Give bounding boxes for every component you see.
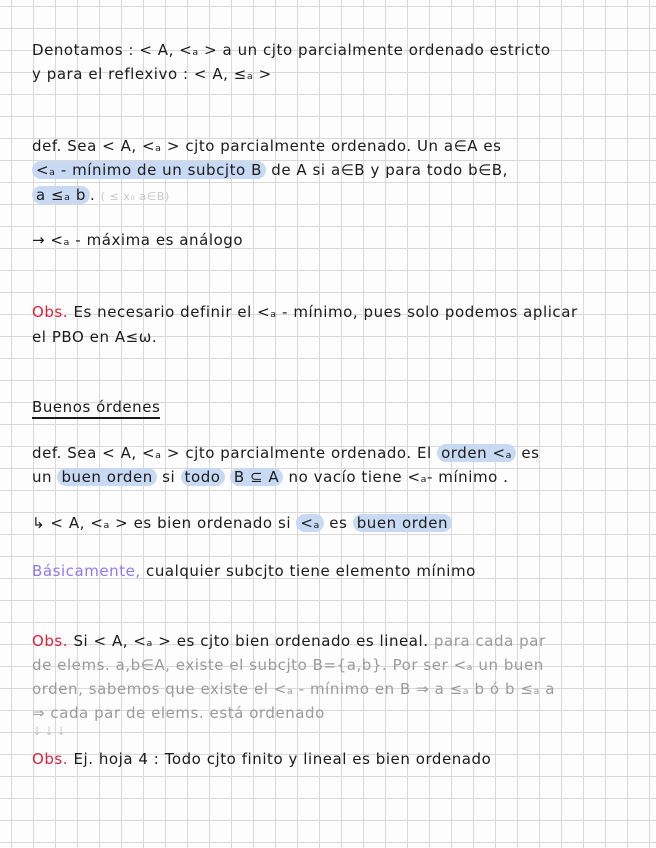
- obs-3-label: Obs.: [32, 750, 69, 768]
- highlight-relation: <ₐ: [296, 514, 324, 532]
- def-minimo-line-2: [32, 160, 508, 180]
- highlight-buen-orden-2: buen orden: [353, 514, 452, 532]
- faint-note: ( ≤ x₀ a∈B): [100, 190, 170, 203]
- highlight-a-leq-b: a ≤ₐ b: [32, 186, 90, 204]
- obs-2-label: Obs.: [32, 632, 69, 650]
- obs-2-gray-text: para cada par: [428, 632, 546, 650]
- def-buen-orden-line-1-b: es: [516, 444, 540, 462]
- obs-3-text: Ej. hoja 4 : Todo cjto finito y lineal es bien ordenado: [68, 750, 492, 768]
- obs-2-text: Si < A, <ₐ > es cjto bien ordenado es lineal.: [68, 632, 429, 650]
- obs-2-line-2: de elems. a,b∈A, existe el subcjto B={a,b}. Por ser <ₐ un buen: [32, 656, 544, 674]
- obs-2-arrows: ↓↓↓: [32, 724, 69, 738]
- denotamos-line-2: y para el reflexivo : < A, ≤ₐ >: [32, 65, 272, 83]
- maxima-analogo-line: → <ₐ - máxima es análogo: [32, 231, 244, 249]
- def-minimo-line-1: def. Sea < A, <ₐ > cjto parcialmente ordenado. Un a∈A es: [32, 137, 502, 155]
- highlight-minimo: <ₐ - mínimo de un subcjto B: [32, 161, 266, 179]
- def-buen-orden-line-2-b: si: [156, 468, 181, 486]
- denotamos-line-1: Denotamos : < A, <ₐ > a un cjto parcialmente ordenado estricto: [32, 41, 551, 59]
- def-buen-orden-line-1: [32, 443, 540, 463]
- basicamente-label: Básicamente,: [32, 562, 141, 580]
- highlight-b-subset-a: B ⊆ A: [230, 468, 283, 486]
- def-buen-orden-line-2: [32, 467, 508, 487]
- basicamente-line: [32, 561, 476, 581]
- highlight-orden: orden <ₐ: [437, 444, 516, 462]
- section-title: Buenos órdenes: [32, 398, 160, 419]
- def-minimo-line-2-rest: de A si a∈B y para todo b∈B,: [265, 161, 508, 179]
- section-heading: [32, 397, 160, 417]
- def-minimo-period: .: [90, 186, 96, 204]
- def-minimo-line-3: [32, 185, 170, 207]
- def-buen-orden-line-1-a: def. Sea < A, <ₐ > cjto parcialmente ordenado. El: [32, 444, 438, 462]
- def-buen-orden-line-2-d: no vacío tiene <ₐ- mínimo .: [283, 468, 509, 486]
- obs-1-text: Es necesario definir el <ₐ - mínimo, pues solo podemos aplicar: [68, 303, 578, 321]
- highlight-buen-orden: buen orden: [57, 468, 156, 486]
- obs-1-line-1: [32, 302, 578, 322]
- bien-ordenado-line-a: ↳ < A, <ₐ > es bien ordenado si: [32, 514, 297, 532]
- obs-3-line: [32, 749, 491, 769]
- obs-2-line-4: ⇒ cada par de elems. está ordenado: [32, 704, 325, 722]
- obs-1-label: Obs.: [32, 303, 69, 321]
- obs-2-line-1: [32, 631, 546, 651]
- obs-2-line-3: orden, sabemos que existe el <ₐ - mínimo en B ⇒ a ≤ₐ b ó b ≤ₐ a: [32, 680, 555, 698]
- bien-ordenado-line: [32, 513, 452, 533]
- basicamente-text: cualquier subcjto tiene elemento mínimo: [140, 562, 476, 580]
- obs-1-line-2: el PBO en A≤ω.: [32, 328, 158, 346]
- bien-ordenado-line-b: es: [323, 514, 353, 532]
- def-buen-orden-line-2-a: un: [32, 468, 58, 486]
- highlight-todo: todo: [181, 468, 225, 486]
